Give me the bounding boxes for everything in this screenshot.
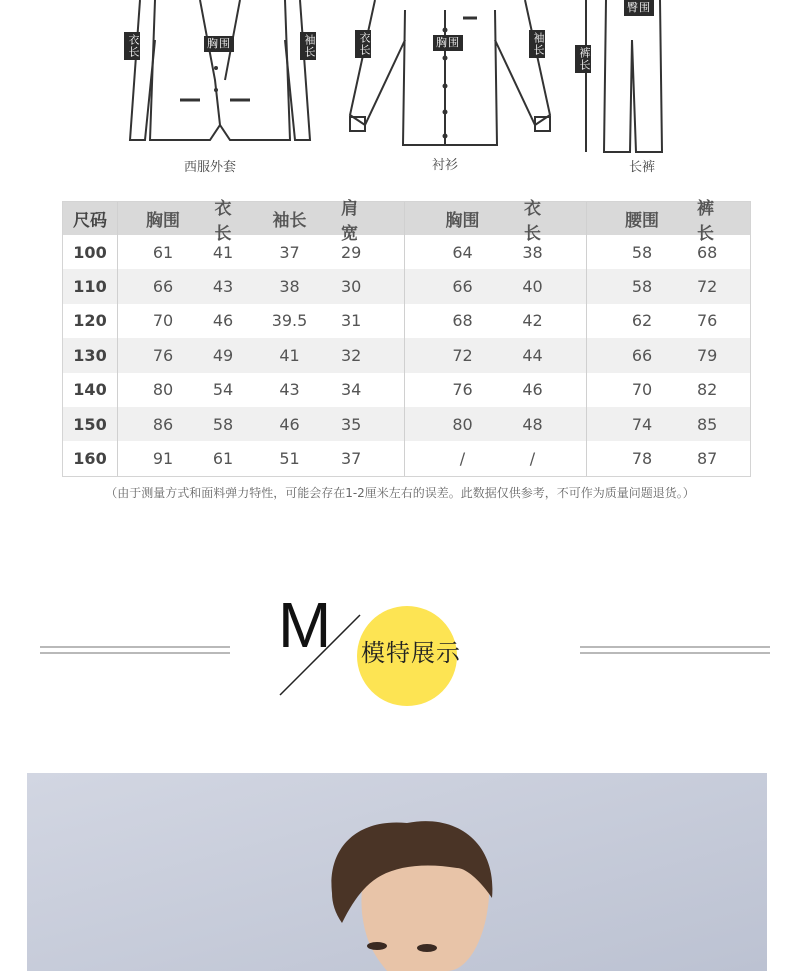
measure-cell: 37 <box>341 449 362 469</box>
measure-cell: 49 <box>212 345 234 365</box>
table-body <box>63 235 750 476</box>
measure-cell: 68 <box>452 311 473 331</box>
size-cell: 120 <box>73 311 107 331</box>
jacket-diagram <box>120 0 320 180</box>
header-jacket-chest: 胸围 <box>146 211 180 231</box>
slash-line-icon <box>275 610 365 700</box>
measure-cell: 46 <box>522 380 543 400</box>
size-cell: 130 <box>73 345 107 365</box>
model-title: 模特展示 <box>361 639 461 667</box>
measure-cell: 38 <box>279 277 300 297</box>
size-cell: 150 <box>73 414 107 434</box>
measure-cell: 79 <box>697 345 718 365</box>
measure-cell: 43 <box>212 277 234 297</box>
shirt-length-tag: 衣长 <box>355 30 371 58</box>
measure-cell: 48 <box>522 414 543 434</box>
shirt-outline-icon <box>345 0 555 160</box>
pants-caption: 长裤 <box>628 160 655 175</box>
pants-outline-icon <box>572 0 692 160</box>
jacket-outline-icon <box>120 0 320 160</box>
table-row <box>63 269 750 303</box>
size-cell: 100 <box>73 242 107 262</box>
jacket-length-tag: 衣长 <box>124 32 140 60</box>
model-photo <box>27 773 767 971</box>
measure-cell: 58 <box>631 277 653 297</box>
shirt-sleeve-tag: 袖长 <box>529 30 545 58</box>
pants-length-tag: 裤长 <box>575 45 591 73</box>
measure-cell: 29 <box>341 242 362 262</box>
header-waist: 腰围 <box>625 211 659 231</box>
header-shirt-chest: 胸围 <box>445 211 480 231</box>
measure-cell: 31 <box>341 311 362 331</box>
measurement-note: （由于测量方式和面料弹力特性，可能会存在1-2厘米左右的误差。此数据仅供参考，不可作为质量问题退货。） <box>105 486 695 500</box>
measure-cell: 68 <box>697 242 718 262</box>
table-row <box>63 235 750 269</box>
shirt-diagram <box>345 0 555 180</box>
measure-cell: 66 <box>631 345 653 365</box>
table-row <box>63 304 750 338</box>
header-shirt-length: 衣长 <box>524 198 541 244</box>
size-cell: 160 <box>73 449 107 469</box>
measure-cell: 80 <box>152 380 174 400</box>
measure-cell: 72 <box>697 277 718 297</box>
measure-cell: 54 <box>212 380 234 400</box>
measure-cell: 34 <box>341 380 362 400</box>
jacket-chest-tag: 胸围 <box>204 36 234 52</box>
right-divider <box>580 646 770 654</box>
measure-cell: 76 <box>452 380 473 400</box>
measure-cell: 43 <box>279 380 300 400</box>
measure-cell: 46 <box>212 311 234 331</box>
measure-cell: / <box>459 449 466 469</box>
jacket-caption: 西服外套 <box>183 160 236 175</box>
measure-cell: 38 <box>522 242 543 262</box>
size-cell: 110 <box>73 277 107 297</box>
shirt-chest-tag: 胸围 <box>433 35 463 51</box>
measure-cell: 72 <box>452 345 473 365</box>
measure-cell: 35 <box>341 414 362 434</box>
size-table <box>62 198 751 477</box>
header-sleeve: 袖长 <box>272 211 307 231</box>
header-shoulder: 肩宽 <box>341 198 358 244</box>
measure-cell: 40 <box>522 277 543 297</box>
measure-cell: 78 <box>631 449 653 469</box>
table-row <box>63 373 750 407</box>
measure-cell: 46 <box>279 414 300 434</box>
measure-cell: 76 <box>697 311 718 331</box>
measure-cell: 37 <box>279 242 300 262</box>
measure-cell: 58 <box>212 414 234 434</box>
pants-hip-tag: 臀围 <box>624 0 654 16</box>
measure-cell: 86 <box>152 414 174 434</box>
size-cell: 140 <box>73 380 107 400</box>
measure-cell: 66 <box>152 277 174 297</box>
measure-cell: 41 <box>212 242 234 262</box>
measure-cell: 64 <box>452 242 473 262</box>
left-divider <box>40 646 230 654</box>
measure-cell: 32 <box>341 345 362 365</box>
measure-cell: 70 <box>631 380 653 400</box>
model-letter: M <box>278 589 328 661</box>
shirt-caption: 衬衫 <box>431 158 458 173</box>
header-pants-length: 裤长 <box>697 198 714 244</box>
measure-cell: 44 <box>522 345 543 365</box>
measure-cell: 74 <box>631 414 653 434</box>
table-row <box>63 441 750 475</box>
jacket-sleeve-tag: 袖长 <box>300 32 316 60</box>
measure-cell: 61 <box>152 242 174 262</box>
measure-cell: 87 <box>697 449 718 469</box>
measure-cell: 70 <box>152 311 174 331</box>
pants-diagram <box>572 0 692 180</box>
measure-cell: 62 <box>631 311 653 331</box>
measure-cell: 91 <box>152 449 174 469</box>
measure-cell: 85 <box>697 414 718 434</box>
measure-cell: 61 <box>212 449 234 469</box>
header-size: 尺码 <box>73 211 107 231</box>
boy-portrait-icon <box>27 773 767 971</box>
measure-cell: 76 <box>152 345 174 365</box>
header-jacket-length: 衣长 <box>214 198 232 244</box>
measure-cell: 80 <box>452 414 473 434</box>
measure-cell: 42 <box>522 311 543 331</box>
measure-cell: 41 <box>279 345 300 365</box>
measure-cell: 51 <box>279 449 300 469</box>
measure-cell: 66 <box>452 277 473 297</box>
measure-cell: 82 <box>697 380 718 400</box>
measure-cell: 39.5 <box>271 311 308 331</box>
measure-cell: / <box>529 449 536 469</box>
measure-cell: 30 <box>341 277 362 297</box>
table-header-row <box>63 198 750 244</box>
table-row <box>63 407 750 441</box>
measure-cell: 58 <box>631 242 653 262</box>
table-row <box>63 338 750 372</box>
